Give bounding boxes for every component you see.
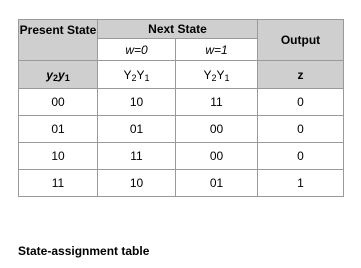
next-state-w1-cell: 11 [176, 89, 258, 116]
table-row [19, 116, 344, 143]
next-vars-w1-header: $Y_2Y_1$ [176, 61, 258, 89]
present-state-cell: 01 [19, 116, 98, 143]
next-state-header: Next State [98, 20, 258, 39]
table-row [19, 143, 344, 170]
present-vars-header: $y_2y_1$ [19, 61, 98, 89]
next-state-w0-cell: 10 [98, 89, 176, 116]
output-cell: 0 [258, 143, 344, 170]
next-state-w0-cell: 10 [98, 170, 176, 197]
w0-header: w=0 [98, 39, 176, 61]
output-header: Output [258, 20, 344, 61]
w1-header: w=1 [176, 39, 258, 61]
present-state-cell: 10 [19, 143, 98, 170]
present-state-header: Present State [19, 20, 98, 61]
table-row [19, 170, 344, 197]
output-cell: 0 [258, 89, 344, 116]
state-assignment-table [18, 19, 344, 197]
next-state-w0-cell: 11 [98, 143, 176, 170]
next-vars-w0-header: $Y_2Y_1$ [98, 61, 176, 89]
next-state-w1-cell: 01 [176, 170, 258, 197]
table-caption: State-assignment table [18, 244, 150, 258]
next-state-w1-cell: 00 [176, 143, 258, 170]
output-var-header: z [258, 61, 344, 89]
table-row [19, 89, 344, 116]
present-state-cell: 00 [19, 89, 98, 116]
output-cell: 0 [258, 116, 344, 143]
next-state-w1-cell: 00 [176, 116, 258, 143]
next-state-w0-cell: 01 [98, 116, 176, 143]
output-cell: 1 [258, 170, 344, 197]
present-state-cell: 11 [19, 170, 98, 197]
